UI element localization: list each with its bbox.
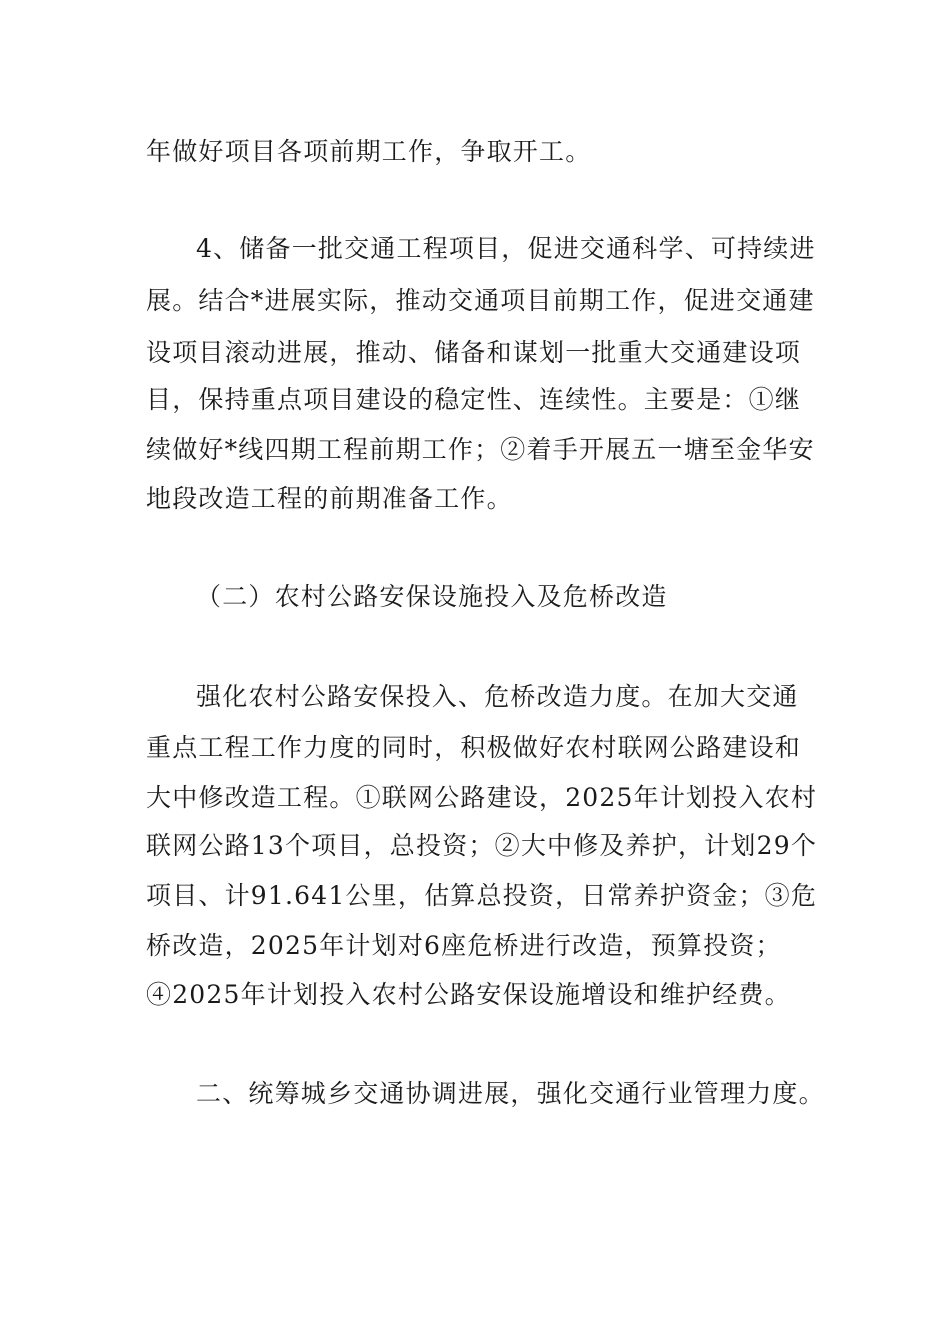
paragraph-first-line: 强化农村公路安保投入、危桥改造力度。在加大交通 (196, 682, 799, 711)
text-line: 目，保持重点项目建设的稳定性、连续性。主要是：①继 (146, 385, 802, 414)
text-line: 展。结合*进展实际，推动交通项目前期工作，促进交通建 (146, 286, 815, 315)
text-line: 项目、计91.641公里，估算总投资，日常养护资金；③危 (146, 881, 818, 910)
text-line: ④2025年计划投入农村公路安保设施增设和维护经费。 (146, 980, 791, 1009)
text-line: 重点工程工作力度的同时，积极做好农村联网公路建设和 (146, 733, 802, 762)
text-line: 设项目滚动进展，推动、储备和谋划一批重大交通建设项 (146, 338, 802, 367)
text-line: 续做好*线四期工程前期工作；②着手开展五一塘至金华安 (146, 435, 815, 464)
text-line: 桥改造，2025年计划对6座危桥进行改造，预算投资； (146, 931, 782, 960)
text-line: 地段改造工程的前期准备工作。 (146, 484, 513, 513)
section-heading: （二）农村公路安保设施投入及危桥改造 (196, 582, 668, 611)
paragraph-first-line: 4、储备一批交通工程项目，促进交通科学、可持续进 (196, 234, 816, 263)
text-line: 大中修改造工程。①联网公路建设，2025年计划投入农村 (146, 783, 818, 812)
text-line: 联网公路13个项目，总投资；②大中修及养护，计划29个 (146, 831, 818, 860)
text-line: 年做好项目各项前期工作，争取开工。 (146, 137, 592, 166)
section-heading: 二、统筹城乡交通协调进展，强化交通行业管理力度。 (196, 1079, 825, 1108)
